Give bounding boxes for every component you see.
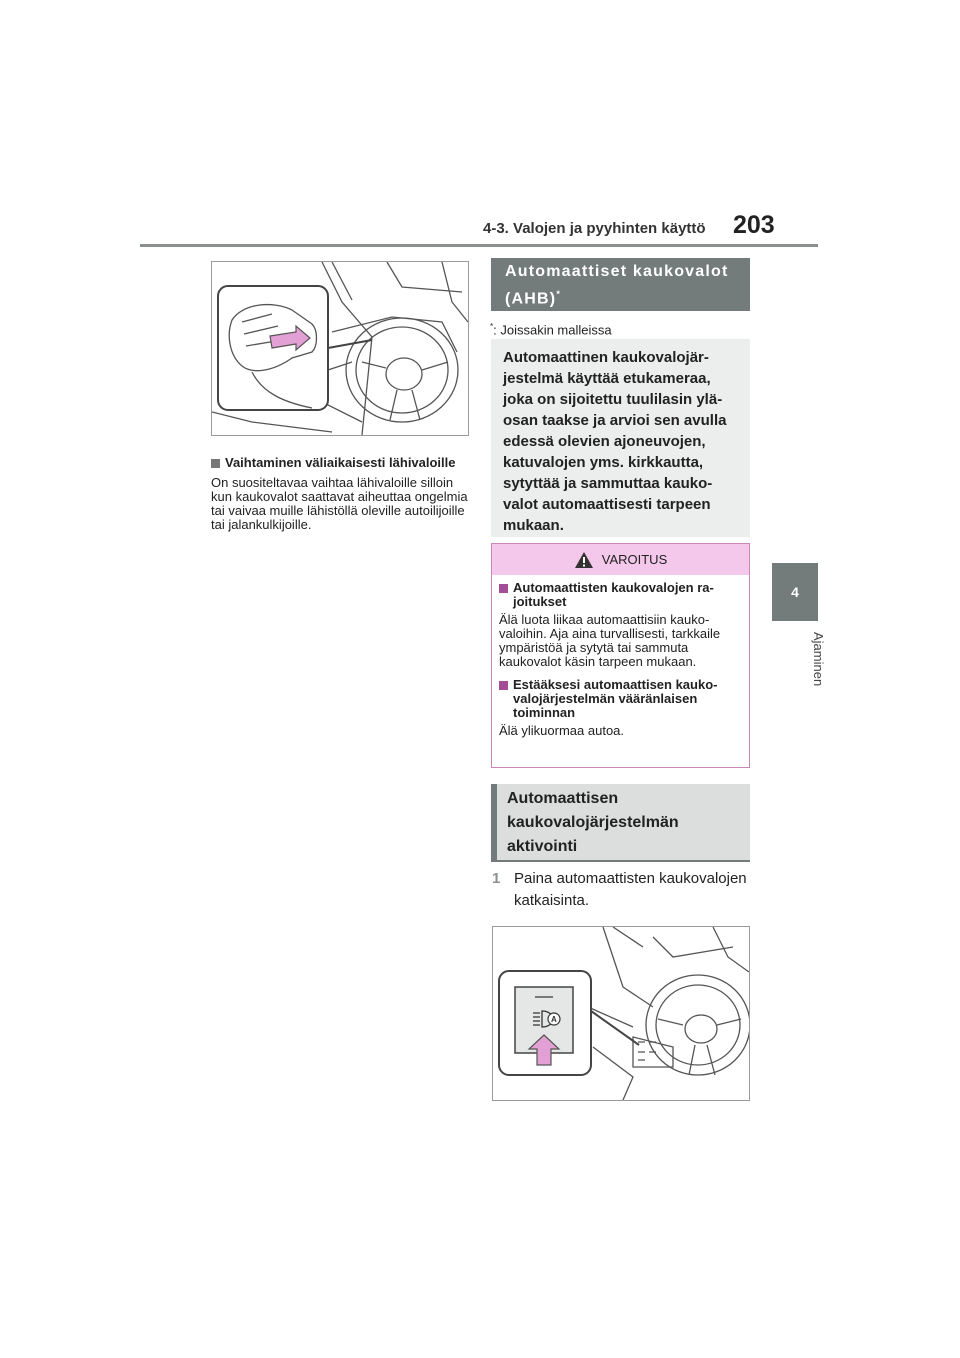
ahb-switch-illustration	[492, 926, 750, 1101]
callout-line	[591, 1011, 639, 1045]
heading-rule	[491, 860, 750, 862]
warning-header: VAROITUS	[492, 544, 749, 575]
step-number: 1	[492, 870, 501, 887]
chapter-label: Ajaminen	[811, 632, 826, 687]
square-bullet-icon	[211, 459, 220, 468]
section-heading-ahb: Automaattiset kaukovalot (AHB)*	[491, 258, 750, 311]
running-header: 4-3. Valojen ja pyyhinten käyttö	[483, 220, 706, 237]
footnote: *: Joissakin malleissa	[490, 322, 612, 338]
chapter-number: 4	[791, 584, 799, 600]
warning-item-text: Älä ylikuormaa autoa.	[499, 723, 625, 738]
paragraph-low-beam: On suositeltavaa vaihtaa lähivaloille silloin kun kaukovalot saattavat aiheuttaa ongelmia tai vaivaa muille lähistöllä oleville autoilijoille tai jalankulkijoille.	[211, 475, 468, 532]
square-bullet-icon	[499, 584, 508, 593]
section-heading-activation: Automaattisen kaukovalojärjestelmän aktivointi	[491, 784, 750, 861]
steering-lever-drawing	[212, 262, 468, 435]
svg-text:A: A	[551, 1015, 557, 1024]
lever-illustration	[211, 261, 469, 436]
warning-item-heading: Estääksesi automaattisen kaukovalojärjestelmän vääränlaisen toiminnan	[499, 678, 743, 720]
page-number: 203	[733, 211, 775, 239]
step-1	[492, 868, 750, 912]
warning-item-heading: Automaattisten kaukovalojen rajoitukset	[499, 581, 743, 609]
warning-box	[491, 543, 750, 768]
chapter-tab	[772, 563, 818, 621]
warning-item-text: Älä luota liikaa automaattisiin kaukovaloihin. Aja aina turvallisesti, tarkkaile ympäristöä ja sytytä tai sammuta kaukovalot käsin tarpeen mukaan.	[499, 612, 721, 669]
dashboard-drawing	[493, 927, 749, 1100]
header-rule	[140, 244, 818, 247]
intro-box: Automaattinen kaukovalojärjestelmä käyttää etukameraa, joka on sijoitettu tuulilasin yläosan taakse ja arvioi sen avulla edessä olevien ajoneuvojen, katuvalojen yms. kirkkautta, sytyttää ja sammuttaa kaukovalot automaattisesti tarpeen mukaan.	[491, 339, 750, 537]
subheading-low-beam: Vaihtaminen väliaikaisesti lähivaloille	[211, 456, 469, 470]
square-bullet-icon	[499, 681, 508, 690]
warning-triangle-icon	[574, 551, 594, 569]
step-text: Paina automaattisten kaukovalojen katkaisinta.	[514, 870, 747, 909]
